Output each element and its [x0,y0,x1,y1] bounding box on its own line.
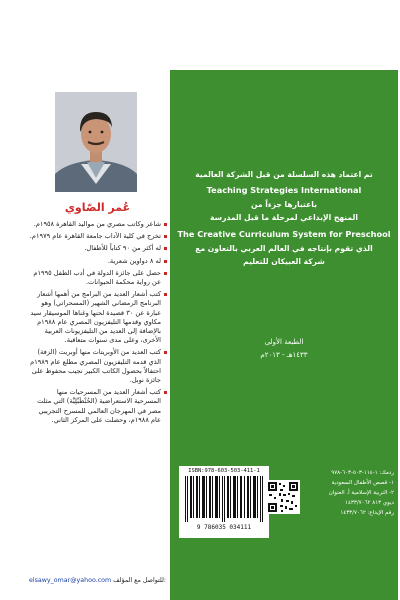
endorsement-line: الذي تقوم بإنتاجه في العالم العربي بالتعاون مع [195,244,373,253]
green-panel [170,70,398,600]
catalog-line: ١- قصص الأطفال السعودية [331,480,394,486]
contact-email[interactable]: elsawy_omar@yahoo.com [29,577,112,584]
author-bio [29,220,167,428]
back-cover [25,70,398,600]
bio-item: كتب أشعار العديد من المسرحيات منها المسرحية الاستعراضية (الحُنْطَبْلِيَّة) التي مثلت مصر في المهرجان العالمي للمسرح التجريبي عام ١٩٨٨م، وحصلت على المركز الثاني. [29,388,167,425]
bio-item: كتب العديد من الأوبريتات منها أوبريت (الزفة) الذي قدمه التليفزيون المصري مطلع عام ١٩٨٩م احتفالاً بحصول الكاتب الكبير نجيب محفوظ على جائزة نوبل. [29,348,167,385]
bio-item: له ٨ دواوين شعرية. [29,257,167,266]
author-panel [25,70,170,600]
author-photo [55,92,137,192]
catalog-line: ديوي ٨١٣ ١٤٣٣/٧٠٦٢ [345,500,394,506]
endorsement-curriculum: The Creative Curriculum System for Preschool [177,229,391,239]
catalog-line: ردمك: ١-١١٤-٥٠٣-٦٠٣-٩٧٨ [331,470,394,476]
catalog-line: ٢- التربية الإسلامية أ. العنوان [328,490,394,496]
bio-item: له أكثر من ٩٠ كتاباً للأطفال. [29,244,167,253]
barcode [179,466,269,538]
bio-item: شاعر وكاتب مصري من مواليد القاهرة ١٩٥٨م. [29,220,167,229]
endorsement-company: Teaching Strategies International [206,185,362,195]
barcode-digits: 9 786035 034111 [196,524,252,531]
contact-label: للتواصل مع المؤلف: [113,577,167,584]
isbn-text: ISBN:978-603-503-411-1 [188,468,260,474]
endorsement-line: شركة العبيكان للتعليم [243,257,325,266]
endorsement-line: باعتبارها جزءاً من [251,200,317,209]
bio-item: كتب أشعار العديد من البرامج من أهمها أشعار البرنامج الرمضاني الشهير (المسحراتي) وهو عبارة عن ٣٠ قصيدة لحنها وغناها الموسيقار سيد مكاوي وقدمها التليفزيون المصري عام ١٩٨٨م بالإضافة إلى العديد من التليفزيونات العربية الأخرى، وعلى مدى سنوات متعاقبة. [29,290,167,345]
bio-item: تخرج في كلية الآداب جامعة القاهرة عام ١٩٧٩م. [29,232,167,241]
edition-date: ١٤٣٣هـ - ٢٠١٣م [260,351,308,359]
edition-label: الطبعة الأولى [264,338,304,346]
author-contact [29,577,169,584]
author-portrait [55,92,137,192]
endorsement-line: المنهج الإبداعي لمرحلة ما قبل المدرسة [210,213,358,222]
endorsement-line: تم اعتماد هذه السلسلة من قبل الشركة العالمية [195,170,373,179]
catalog-info [282,468,394,518]
catalog-line: رقم الإيداع: ١٤٣٣/٧٠٦٢ [340,510,394,516]
bio-item: حصل على جائزة الدولة في أدب الطفل ١٩٩٥م عن رواية محكمة الحيوانات. [29,269,167,287]
author-name: عُمر الصّاوي [64,201,131,214]
barcode-bars [185,476,263,522]
